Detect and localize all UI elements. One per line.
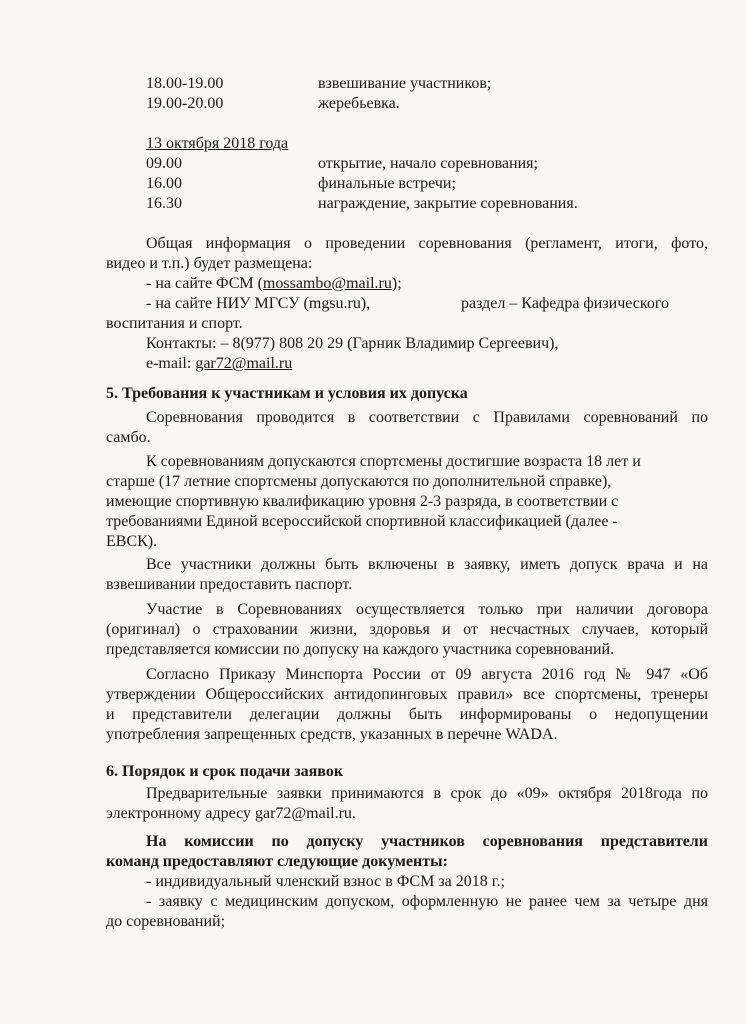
fsm-site-line (146, 274, 402, 294)
section-5-heading: 5. Требования к участникам и условия их допуска (106, 385, 468, 402)
schedule-time: 19.00-20.00 (146, 95, 224, 112)
email-prefix: e-mail: (146, 355, 196, 372)
schedule-event: жеребьевка. (318, 95, 400, 112)
schedule-event: награждение, закрытие соревнования. (318, 195, 578, 212)
schedule-event: финальные встречи; (318, 175, 456, 192)
mgsu-site-line2: воспитания и спорт. (106, 315, 243, 332)
section-5-line: и представители делегации должны быть информированы о недопущении (106, 706, 708, 723)
info-paragraph-line: видео и т.п.) будет размещена: (106, 255, 313, 272)
fsm-email-link[interactable]: mossambo@mail.ru (262, 275, 392, 292)
email-line (146, 354, 292, 374)
section-5-line: взвешивании предоставить паспорт. (106, 576, 353, 593)
section-5-line: самбо. (106, 429, 151, 446)
schedule-event: открытие, начало соревнования; (318, 155, 538, 172)
document-list-item: - заявку с медицинским допуском, оформленную не ранее чем за четыре дня (146, 893, 708, 910)
schedule-time: 16.30 (146, 195, 182, 212)
section-6-bold-line: команд предоставляют следующие документы: (106, 853, 448, 870)
section-5-line: употребления запрещенных средств, указанных в перечне WADA. (106, 726, 558, 743)
section-5-line: Соревнования проводится в соответствии с Правилами соревнований по (146, 409, 708, 426)
section-6-line: электронному адресу gar72@mail.ru. (106, 805, 356, 822)
section-5-line: К соревнованиям допускаются спортсмены достигшие возраста 18 лет и (146, 453, 641, 470)
mgsu-site-right: раздел – Кафедра физического (461, 295, 670, 312)
section-6-line: Предварительные заявки принимаются в срок до «09» октября 2018года по (146, 785, 708, 802)
fsm-site-prefix: - на сайте ФСМ ( (146, 275, 263, 292)
section-5-line: ЕВСК). (106, 533, 158, 550)
section-5-line: имеющие спортивную квалификацию уровня 2-3 разряда, в соответствии с (106, 493, 619, 510)
section-5-line: Все участники должны быть включены в заявку, иметь допуск врача и на (146, 556, 708, 573)
section-5-line: Участие в Соревнованиях осуществляется только при наличии договора (146, 601, 708, 618)
schedule-time: 16.00 (146, 175, 182, 192)
section-5-line: Согласно Приказу Минспорта России от 09 августа 2016 год № 947 «Об (146, 666, 708, 683)
schedule-date: 13 октября 2018 года (146, 135, 289, 152)
section-5-line: старше (17 летние спортсмены допускаются по дополнительной справке), (106, 473, 612, 490)
fsm-site-suffix: ); (391, 275, 402, 292)
schedule-time: 18.00-19.00 (146, 75, 224, 92)
contacts-line: Контакты: – 8(977) 808 20 29 (Гарник Владимир Сергеевич), (146, 335, 559, 352)
section-5-line: требованиями Единой всероссийской спортивной классификацией (далее - (106, 513, 618, 530)
section-6-heading: 6. Порядок и срок подачи заявок (106, 763, 344, 780)
schedule-event: взвешивание участников; (318, 75, 492, 92)
info-paragraph-line: Общая информация о проведении соревнования (регламент, итоги, фото, (146, 235, 708, 252)
section-5-line: представляется комиссии по допуску на каждого участника соревнований. (106, 641, 615, 658)
email-link[interactable]: gar72@mail.ru (195, 355, 293, 372)
document-list-item: - индивидуальный членский взнос в ФСМ за 2018 г.; (146, 873, 505, 890)
section-5-line: (оригинал) о страховании жизни, здоровья и от несчастных случаев, который (106, 621, 708, 638)
section-6-bold-line: На комиссии по допуску участников соревнования представители (146, 833, 708, 850)
schedule-time: 09.00 (146, 155, 182, 172)
mgsu-site-left: - на сайте НИУ МГСУ (mgsu.ru), (146, 295, 371, 312)
document-list-item: до соревнований; (106, 913, 226, 930)
section-5-line: утверждении Общероссийских антидопинговых правил» все спортсмены, тренеры (106, 686, 708, 703)
